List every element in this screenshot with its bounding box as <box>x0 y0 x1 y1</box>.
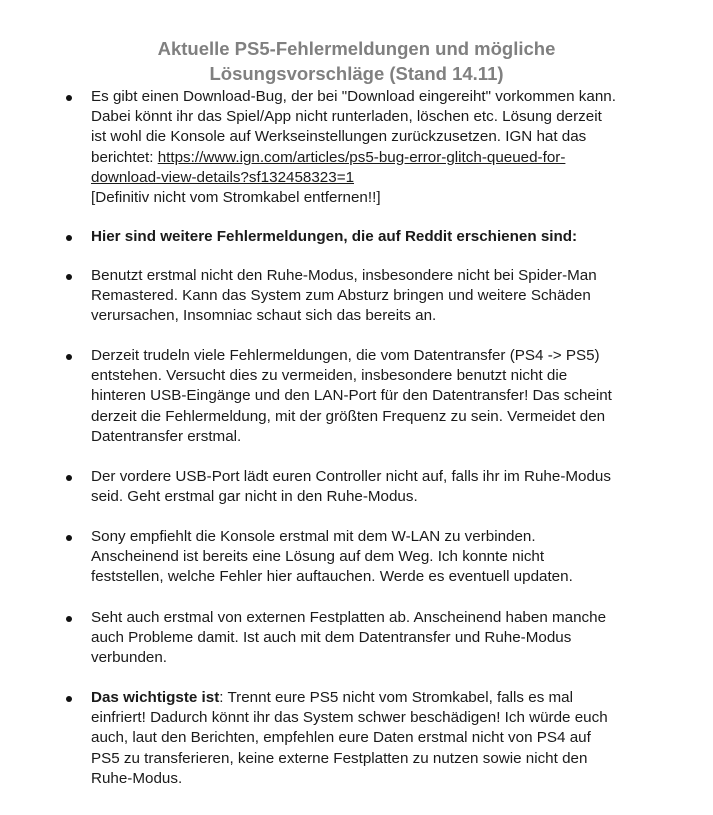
link-line <box>91 168 671 188</box>
text-line: PS5 zu transferieren, keine externe Festplatten zu nutzen sowie nicht den <box>91 749 588 767</box>
text-line: auch, laut den Berichten, empfehlen eure Daten erstmal nicht von PS4 auf <box>91 729 591 747</box>
title-line-1: Aktuelle PS5-Fehlermeldungen und mögliche <box>157 38 556 59</box>
text-line: Hier sind weitere Fehlermeldungen, die auf Reddit erschienen sind: <box>91 228 578 245</box>
link-line <box>91 148 671 168</box>
text-line: Anscheinend ist bereits eine Lösung auf dem Weg. Ich konnte nicht <box>91 548 545 566</box>
text-line <box>91 688 671 708</box>
bullet <box>66 535 72 541</box>
text-line: [Definitiv nicht vom Stromkabel entfernen!!] <box>91 189 381 207</box>
bullet <box>66 235 72 241</box>
text-line: Datentransfer erstmal. <box>91 427 242 445</box>
text-line: einfriert! Dadurch könnt ihr das System schwer beschädigen! Ich würde euch <box>91 709 608 727</box>
link-prefix: berichtet: <box>91 148 158 166</box>
first-line-rest: : Trennt eure PS5 nicht vom Stromkabel, falls es mal <box>219 689 573 706</box>
bullet <box>66 95 72 101</box>
text-line: Es gibt einen Download-Bug, der bei "Download eingereiht" vorkommen kann. <box>91 88 616 105</box>
bullet <box>66 274 72 280</box>
text-line: Remastered. Kann das System zum Absturz bringen und weitere Schäden <box>91 287 591 305</box>
text-line: auch Probleme damit. Ist auch mit dem Datentransfer und Ruhe-Modus <box>91 629 572 647</box>
title-line-2: Lösungsvorschläge (Stand 14.11) <box>209 63 504 84</box>
text-line: feststellen, welche Fehler hier auftauchen. Werde es eventuell updaten. <box>91 568 573 586</box>
text-line: Benutzt erstmal nicht den Ruhe-Modus, insbesondere nicht bei Spider-Man <box>91 267 597 284</box>
text-line: derzeit die Fehlermeldung, mit der größten Frequenz zu sein. Vermeidet den <box>91 407 606 425</box>
bold-prefix: Das wichtigste ist <box>91 689 220 706</box>
bullet <box>66 475 72 481</box>
text-line: seid. Geht erstmal gar nicht in den Ruhe-Modus. <box>91 488 418 506</box>
text-line: hinteren USB-Eingänge und den LAN-Port für den Datentransfer! Das scheint <box>91 387 612 405</box>
text-line: Ruhe-Modus. <box>91 769 183 787</box>
text-line: entstehen. Versucht dies zu vermeiden, insbesondere benutzt nicht die <box>91 367 568 385</box>
text-line: Dabei könnt ihr das Spiel/App nicht runterladen, löschen etc. Lösung derzeit <box>91 108 602 126</box>
text-line: verursachen, Insomniac schaut sich das bereits an. <box>91 307 437 325</box>
text-line: Sony empfiehlt die Konsole erstmal mit dem W-LAN zu verbinden. <box>91 528 536 545</box>
bullet <box>66 616 72 622</box>
text-line: Der vordere USB-Port lädt euren Controller nicht auf, falls ihr im Ruhe-Modus <box>91 468 611 485</box>
text-line: Seht auch erstmal von externen Festplatten ab. Anscheinend haben manche <box>91 609 607 626</box>
document-title <box>0 36 713 86</box>
text-line: verbunden. <box>91 649 167 667</box>
ign-article-link-cont[interactable]: download-view-details?sf132458323=1 <box>91 168 355 186</box>
text-line: Derzeit trudeln viele Fehlermeldungen, die vom Datentransfer (PS4 -> PS5) <box>91 347 600 364</box>
ign-article-link[interactable]: https://www.ign.com/articles/ps5-bug-error-glitch-queued-for- <box>157 148 566 166</box>
bullet <box>66 696 72 702</box>
bullet <box>66 354 72 360</box>
text-line: ist wohl die Konsole auf Werkseinstellungen zurückzusetzen. IGN hat das <box>91 128 587 146</box>
